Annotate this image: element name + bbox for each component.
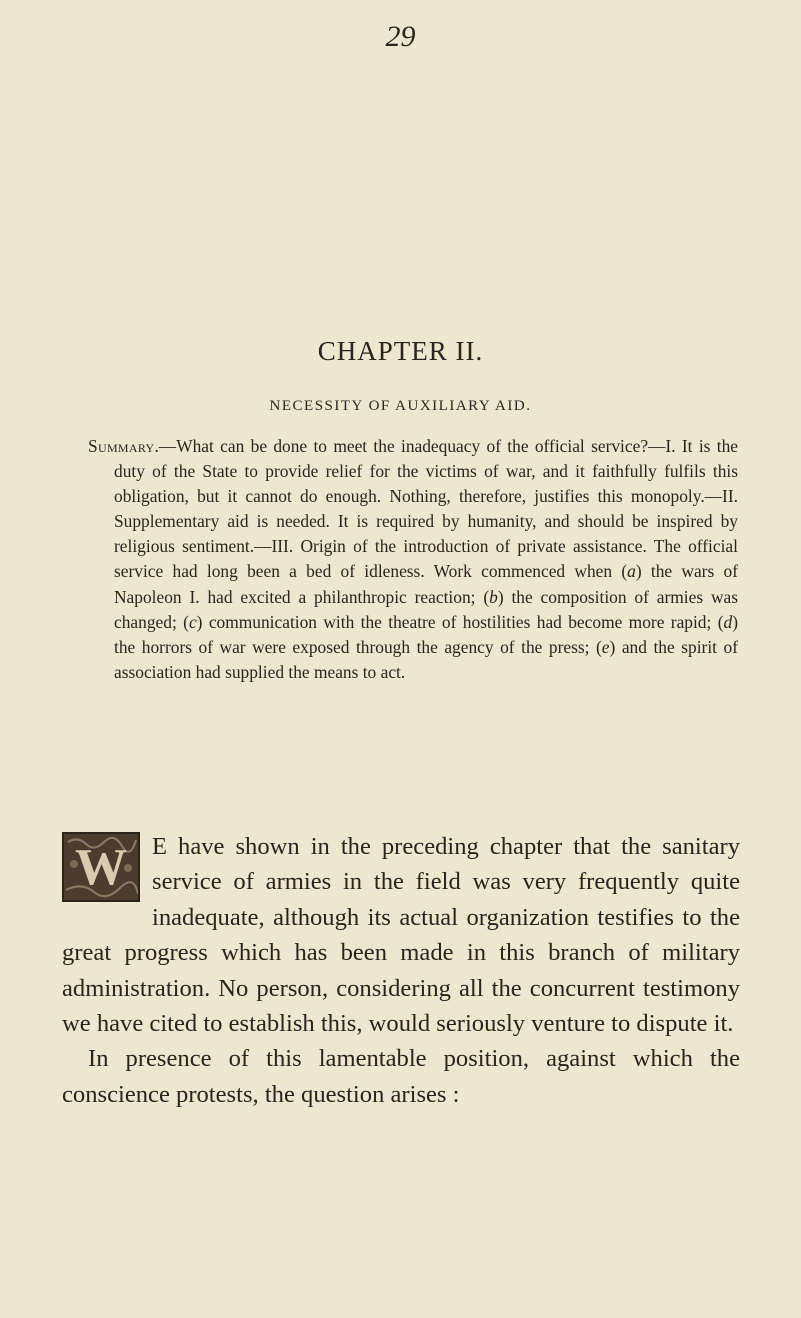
summary-marker-a: a — [627, 561, 636, 582]
summary-text-1: .—What can be done to meet the inadequacy of the official service?—I. It is the duty of the State to provide relief for the victims of war, and it faithfully fulfils this obligation, but it cannot do enough. Nothing, therefore, justifies this monopoly.—II. Supplementary aid is needed. It is required by humanity, and should be inspired by religious sentiment.—III. Origin of the introduction of private assistance. The official service had long been a bed of idleness. Work commenced when ( — [114, 436, 738, 582]
summary-text-3: ) the composition of armies was changed; ( — [114, 586, 738, 632]
paragraph-1 — [62, 829, 740, 1041]
summary-text-6: ) and the spirit of association had supplied the means to act. — [114, 636, 738, 682]
summary-lead: Summary — [88, 436, 155, 456]
paragraph-2: In presence of this lamentable position, against which the conscience protests, the question arises : — [62, 1045, 740, 1108]
dropcap-w-icon — [64, 834, 138, 900]
dropcap-letter: W — [75, 839, 127, 896]
summary-marker-d: d — [723, 611, 733, 632]
summary-text-5: ) the horrors of war were exposed through the agency of the press; ( — [114, 611, 738, 657]
body-text — [62, 829, 740, 1112]
summary-marker-b: b — [489, 586, 498, 607]
chapter-title: CHAPTER II. — [317, 336, 484, 366]
chapter-subtitle: NECESSITY OF AUXILIARY AID. — [269, 398, 532, 414]
chapter-summary — [88, 434, 738, 685]
paragraph-1-text: E have shown in the preceding chapter that the sanitary service of armies in the field was very frequently quite inadequate, although its actual organization testifies to the great progress which has been made in this branch of military administration. No person, considering all the concurrent testimony we have cited to establish this, would seriously venture to dispute it. — [62, 833, 740, 1038]
summary-marker-e: e — [601, 636, 610, 657]
summary-text-2: ) the wars of Napoleon I. had excited a philanthropic reaction; ( — [114, 561, 738, 607]
summary-text-4: ) communication with the theatre of hostilities had become more rapid; ( — [196, 611, 724, 632]
page-number: 29 — [385, 20, 416, 53]
summary-marker-c: c — [188, 611, 197, 632]
dropcap-ornament — [62, 832, 140, 902]
